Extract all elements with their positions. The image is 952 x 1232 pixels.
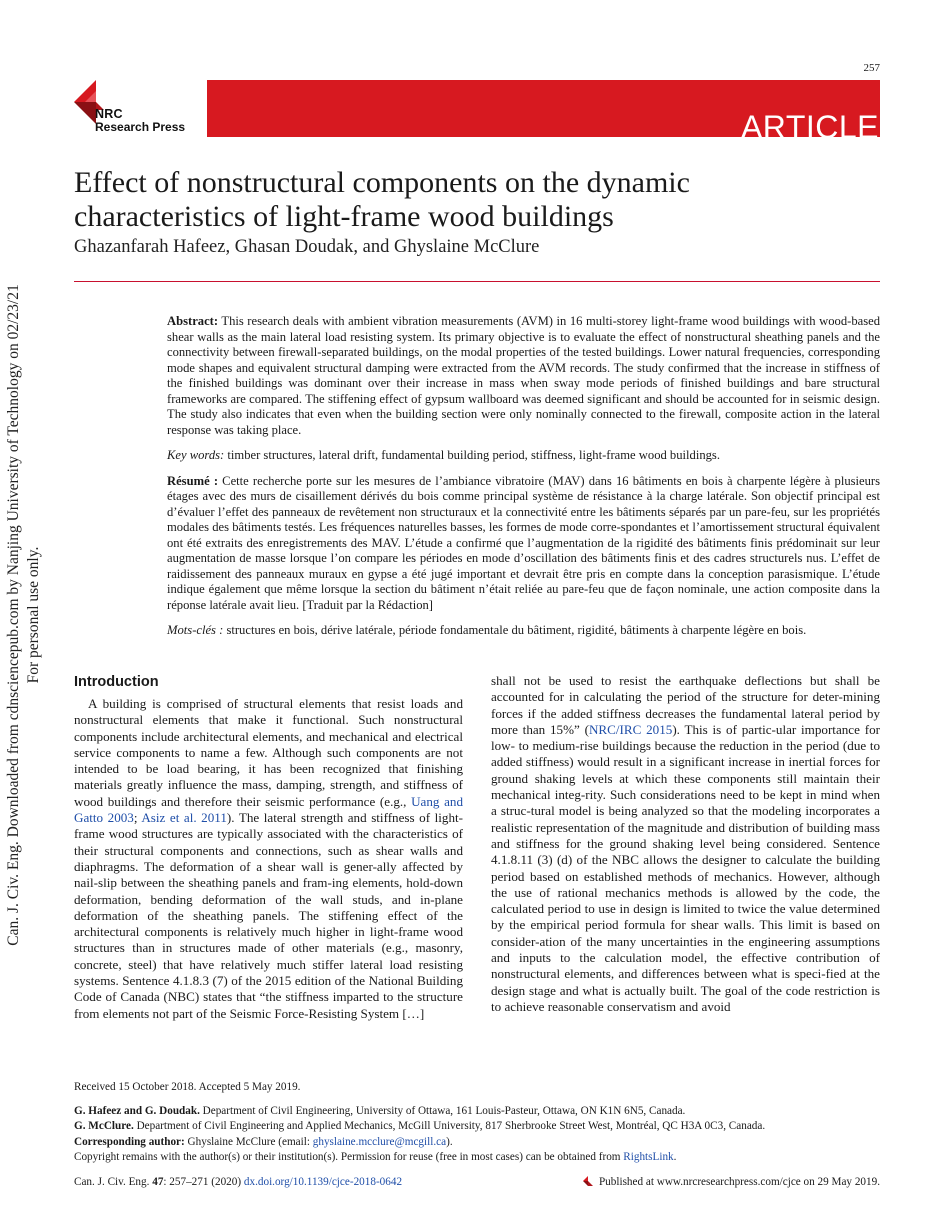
citation-uang-gatto-2003[interactable]: Uang and Gatto 2003 [74, 793, 463, 826]
affiliation-2 [74, 1119, 880, 1134]
side-note-line-1: Can. J. Civ. Eng. Downloaded from cdnsciencepub.com by Nanjing University of Technology on 02/23/21 [5, 284, 22, 946]
affiliation-1 [74, 1104, 880, 1119]
nrc-logo[interactable] [74, 80, 186, 140]
introduction-heading: Introduction [74, 674, 159, 690]
affiliation-2-label: G. McClure. [74, 1120, 134, 1133]
journal-volume: 47 [152, 1176, 164, 1188]
intro-right-text-a: shall not be used to resist the earthquake deflections but shall be accounted for in calculating the period of the structure for deter-mining forces if the added stiffness decreases the fundamental lateral period by more than 15%” ( [491, 673, 880, 737]
resume [167, 474, 880, 614]
abstract-block [167, 314, 880, 649]
journal-name: Can. J. Civ. Eng. [74, 1176, 153, 1188]
intro-paragraph-left [74, 696, 463, 1022]
intro-left-text-a: A building is comprised of structural elements that resist loads and nonstructural elements that make it functional. Such nonstructural components include architectural elements, and mechanical and electrical service components to name a few. Although such components are not intended to be load bearing, it has been recognized that finishing materials greatly influence the mass, damping, strength, and stiffness of wood buildings and therefore their seismic performance (e.g., [74, 696, 463, 809]
paper-title [74, 166, 874, 234]
side-note-line-2: For personal use only. [25, 546, 42, 684]
journal-pages: : 257–271 (2020) [163, 1176, 244, 1188]
logo-research-press-text: Research Press [95, 120, 186, 134]
corresponding-email-link[interactable]: ghyslaine.mcclure@mcgill.ca [312, 1135, 447, 1148]
affiliation-2-text: Department of Civil Engineering and Applied Mechanics, McGill University, 817 Sherbrooke Street West, Montréal, QC H3A 0C3, Canada. [133, 1120, 766, 1133]
citation-nrc-irc-2015[interactable]: NRC/IRC 2015 [588, 721, 673, 737]
footnotes [74, 1080, 880, 1165]
corresponding-author [74, 1135, 880, 1150]
mots-cles [167, 623, 880, 639]
mots-cles-label: Mots-clés : [167, 623, 224, 637]
abstract-text: This research deals with ambient vibration measurements (AVM) in 16 multi-storey light-frame wood buildings with wood-based shear walls as the main lateral load resisting system. Its primary objective is to evaluate the effect of nonstructural sheathing panels and the connectivity between firewall-separated buildings, on the modal properties of the tested buildings. Lower natural frequencies, corresponding mode shapes and equivalent structural damping were extracted from the AVM records. The study confirmed that the increase in stiffness of the finished buildings was dominant over their increase in mass when sway mode periods of finished buildings and bare structural frameworks are compared. The stiffening effect of gypsum wallboard was deemed significant and should be accounted for in seismic design. The study also indicates that even when the building section were only nominally connected to the firewall, composite action in the lateral response was taking place. [167, 314, 880, 437]
intro-right-text-b: ). This is of partic-ular importance for low- to medium-rise buildings because the reduction in the period (due to added stiffness) would result in a significant increase in inertial forces for ground shaking levels at which these components still maintain their mechanical integ-rity. Such considerations need to be kept in mind when a struc-tural model is being analyzed so that the modeling incorporates a realistic representation of the magnitude and distribution of building mass and stiffness for the ground shaking level being considered. Sentence 4.1.8.11 (3) (d) of the NBC allows the designer to calculate the building period based on established methods of mechanics. However, although the use of rational mechanics methods is allowed by the code, the calculated period to use in design is limited to twice the value determined by the empirical period formula for shear walls. This limit is based on consider-ation of the many uncertainties in the engineering assumptions and inputs to the calculation model, the effective contribution of nonstructural elements, and differences between what is speci-fied at the design stage and what is actually built. The goal of the code restriction is to achieve reasonable conservatism and avoid [491, 721, 880, 1014]
journal-citation [74, 1176, 402, 1188]
resume-text: Cette recherche porte sur les mesures de l’ambiance vibratoire (MAV) dans 16 bâtiments en bois à charpente légère à plusieurs étages avec des murs de cisaillement dérivés du bois comme principal système de résistance à la charge latérale. Son objectif principal est d’évaluer l’effet des panneaux de revêtement non structuraux et la connectivité entre les bâtiments séparés par un pare-feu, sur les propriétés modales des bâtiments testés. Les fréquences naturelles basses, les formes de mode corre-spondantes et l’amortissement structural équivalent ont été extraits des enregistrements des MAV. L’étude a confirmé que l’augmentation de la rigidité des bâtiments finis prédominait sur leur augmentation de masse lorsque l’on compare les périodes en mode d’oscillation des bâtiments finis et des cadres structurels nus. L’effet de raidissement des panneaux muraux en gypse a été jugé important et devrait être pris en compte dans la conception parasismique. L’étude indique également que même lorsque la section du bâtiment n’était reliée au pare-feu que de façon nominale, une action composite dans la réponse latérale avait lieu. [Traduit par la Rédaction] [167, 473, 880, 612]
article-label: ARTICLE [740, 109, 879, 145]
intro-left-text-b: ). The lateral strength and stiffness of light-frame wood structures are typically associated with the characteristics of their structural components and connections, such as shear walls and diaphragms. The deformation of a shear wall is gener-ally affected by nail-slip between the sheathing panels and fram-ing elements, hold-down deformation, bending deformation of the wall studs, and in-plane deformation of the sheathing panels. The stiffening effect of the architectural components is relatively much higher in light-frame wood structures than in structures made of other materials (e.g., masonry, concrete, steel) that have relatively much stiffer lateral load resisting systems. Sentence 4.1.8.3 (7) of the 2015 edition of the National Building Code of Canada (NBC) states that “the stiffness imparted to the structure from elements not part of the Seismic Force-Resisting System […] [74, 810, 463, 1021]
published-text: Published at www.nrcresearchpress.com/cjce on 29 May 2019. [598, 1176, 880, 1188]
corresponding-author-text: Ghyslaine McClure (email: [184, 1135, 313, 1148]
received-dates: Received 15 October 2018. Accepted 5 May 2019. [74, 1081, 301, 1093]
abstract-label: Abstract: [167, 314, 219, 328]
copyright-end: . [673, 1150, 677, 1163]
title-line-2: characteristics of light-frame wood buildings [74, 200, 614, 233]
logo-nrc-text: NRC [95, 107, 123, 121]
title-divider [74, 281, 880, 282]
corresponding-author-label: Corresponding author: [74, 1135, 185, 1148]
abstract [167, 314, 880, 438]
body-column-left [74, 673, 463, 1022]
body-column-right [491, 673, 880, 1015]
doi-link[interactable]: dx.doi.org/10.1139/cjce-2018-0642 [243, 1176, 403, 1188]
intro-paragraph-right [491, 673, 880, 1015]
mots-cles-text: structures en bois, dérive latérale, période fondamentale du bâtiment, rigidité, bâtiments à charpente légère en bois. [223, 623, 807, 637]
keywords-text: timber structures, lateral drift, fundamental building period, stiffness, light-frame wood buildings. [224, 448, 720, 462]
published-note [583, 1176, 880, 1188]
keywords [167, 448, 880, 464]
authors: Ghazanfarah Hafeez, Ghasan Doudak, and Ghyslaine McClure [74, 237, 540, 257]
page-number: 257 [863, 62, 880, 74]
rightslink-link[interactable]: RightsLink [623, 1150, 674, 1163]
corresponding-author-end: ). [446, 1135, 453, 1148]
keywords-label: Key words: [167, 448, 225, 462]
title-line-1: Effect of nonstructural components on the dynamic [74, 166, 690, 199]
citation-asiz-2011[interactable]: Asiz et al. 2011 [141, 810, 227, 826]
citation-separator: ; [133, 810, 142, 826]
copyright-notice [74, 1150, 880, 1165]
article-banner [207, 80, 880, 145]
resume-label: Résumé : [167, 473, 219, 488]
copyright-text: Copyright remains with the author(s) or their institution(s). Permission for reuse (free in most cases) can be obtained from [74, 1150, 624, 1163]
nrc-mark-icon [583, 1176, 593, 1186]
affiliation-1-text: Department of Civil Engineering, University of Ottawa, 161 Louis-Pasteur, Ottawa, ON K1N 6N5, Canada. [199, 1105, 686, 1118]
affiliation-1-label: G. Hafeez and G. Doudak. [74, 1105, 200, 1118]
download-side-note [4, 275, 44, 955]
